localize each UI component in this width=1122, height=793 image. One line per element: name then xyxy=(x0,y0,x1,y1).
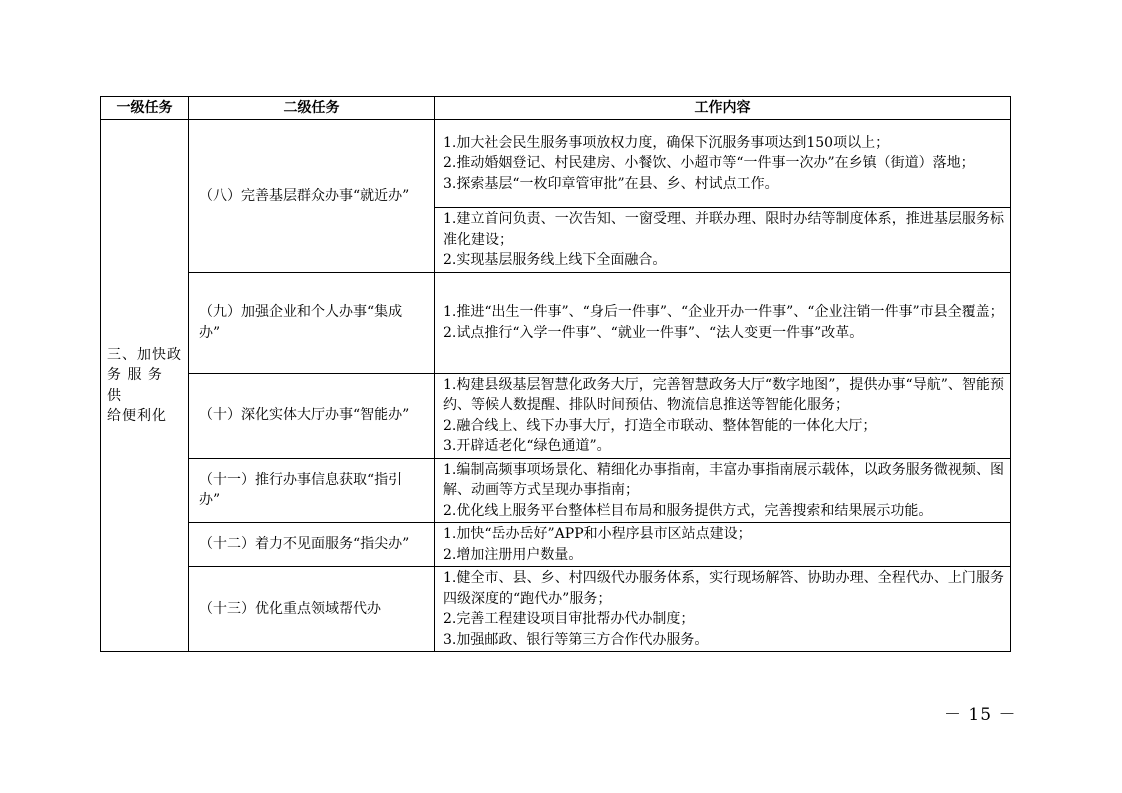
content-item: 2.试点推行“入学一件事”、“就业一件事”、“法人变更一件事”改革。 xyxy=(443,324,864,341)
table-header-row xyxy=(101,97,1011,120)
level2-task-line: （十一）推行办事信息获取“指引 xyxy=(199,471,403,488)
content-cell xyxy=(435,208,1011,273)
content-cell xyxy=(435,458,1011,523)
level2-task-cell xyxy=(189,567,435,652)
content-item: 1.建立首问负责、一次告知、一窗受理、并联办理、限时办结等制度体系，推进基层服务标准化建设； xyxy=(443,211,1004,248)
content-item: 1.加大社会民生服务事项放权力度，确保下沉服务事项达到150项以上； xyxy=(443,134,890,151)
content-cell xyxy=(435,120,1011,208)
table-row xyxy=(101,523,1011,567)
content-item: 3.探索基层“一枚印章管审批”在县、乡、村试点工作。 xyxy=(443,175,779,192)
header-level2: 二级任务 xyxy=(189,97,435,120)
content-item: 2.增加注册用户数量。 xyxy=(443,546,583,563)
level2-task-line: 办” xyxy=(199,324,221,341)
content-cell xyxy=(435,567,1011,652)
content-item: 2.完善工程建设项目审批帮办代办制度； xyxy=(443,611,695,627)
level2-task-cell xyxy=(189,120,435,273)
level1-task-line: 三、加快政 xyxy=(107,346,182,363)
level1-task-line: 务 服 务 供 xyxy=(107,367,163,404)
level2-task-cell xyxy=(189,373,435,458)
table-row xyxy=(101,458,1011,523)
level2-task-line: （十三）优化重点领域帮代办 xyxy=(199,600,381,617)
content-item: 2.融合线上、线下办事大厅，打造全市联动、整体智能的一体化大厅； xyxy=(443,417,877,434)
content-item: 1.推进“出生一件事”、“身后一件事”、“企业开办一件事”、“企业注销一件事”市县全覆盖； xyxy=(443,304,1004,320)
level2-task-line: （八）完善基层群众办事“就近办” xyxy=(199,187,410,204)
level1-task-cell xyxy=(101,120,189,652)
level2-task-line: （十二）着力不见面服务“指尖办” xyxy=(199,536,410,553)
page-number: － 15 － xyxy=(944,705,1017,725)
table-row xyxy=(101,272,1011,373)
level2-task-cell xyxy=(189,272,435,373)
content-item: 3.开辟适老化“绿色通道”。 xyxy=(443,438,611,454)
header-content: 工作内容 xyxy=(435,97,1011,120)
content-item: 2.实现基层服务线上线下全面融合。 xyxy=(443,252,667,268)
content-item: 1.构建县级基层智慧化政务大厅，完善智慧政务大厅“数字地图”，提供办事“导航”、智能预约、等候人数提醒、排队时间预估、物流信息推送等智能化服务； xyxy=(443,376,1004,413)
content-cell xyxy=(435,523,1011,567)
level2-task-cell xyxy=(189,458,435,523)
content-item: 2.推动婚姻登记、村民建房、小餐饮、小超市等“一件事一次办”在乡镇（街道）落地； xyxy=(443,155,975,172)
level1-task-line: 给便利化 xyxy=(107,408,167,424)
level2-task-cell xyxy=(189,523,435,567)
level2-task-line: 办” xyxy=(199,492,221,509)
task-table xyxy=(100,96,1011,652)
content-cell xyxy=(435,272,1011,373)
content-item: 1.健全市、县、乡、村四级代办服务体系，实行现场解答、协助办理、全程代办、上门服务四级深度的“跑代办”服务； xyxy=(443,570,1004,607)
content-item: 2.优化线上服务平台整体栏目布局和服务提供方式，完善搜索和结果展示功能。 xyxy=(443,502,933,519)
table-row xyxy=(101,120,1011,208)
content-item: 1.编制高频事项场景化、精细化办事指南，丰富办事指南展示载体，以政务服务微视频、图解、动画等方式呈现办事指南； xyxy=(443,461,1004,498)
header-level1: 一级任务 xyxy=(101,97,189,120)
level2-task-line: （九）加强企业和个人办事“集成 xyxy=(199,304,403,320)
content-item: 1.加快“岳办岳好”APP和小程序县市区站点建设； xyxy=(443,526,752,542)
level2-task-line: （十）深化实体大厅办事“智能办” xyxy=(199,407,410,424)
content-item: 3.加强邮政、银行等第三方合作代办服务。 xyxy=(443,631,709,648)
table-row xyxy=(101,567,1011,652)
table-row xyxy=(101,373,1011,458)
content-cell xyxy=(435,373,1011,458)
